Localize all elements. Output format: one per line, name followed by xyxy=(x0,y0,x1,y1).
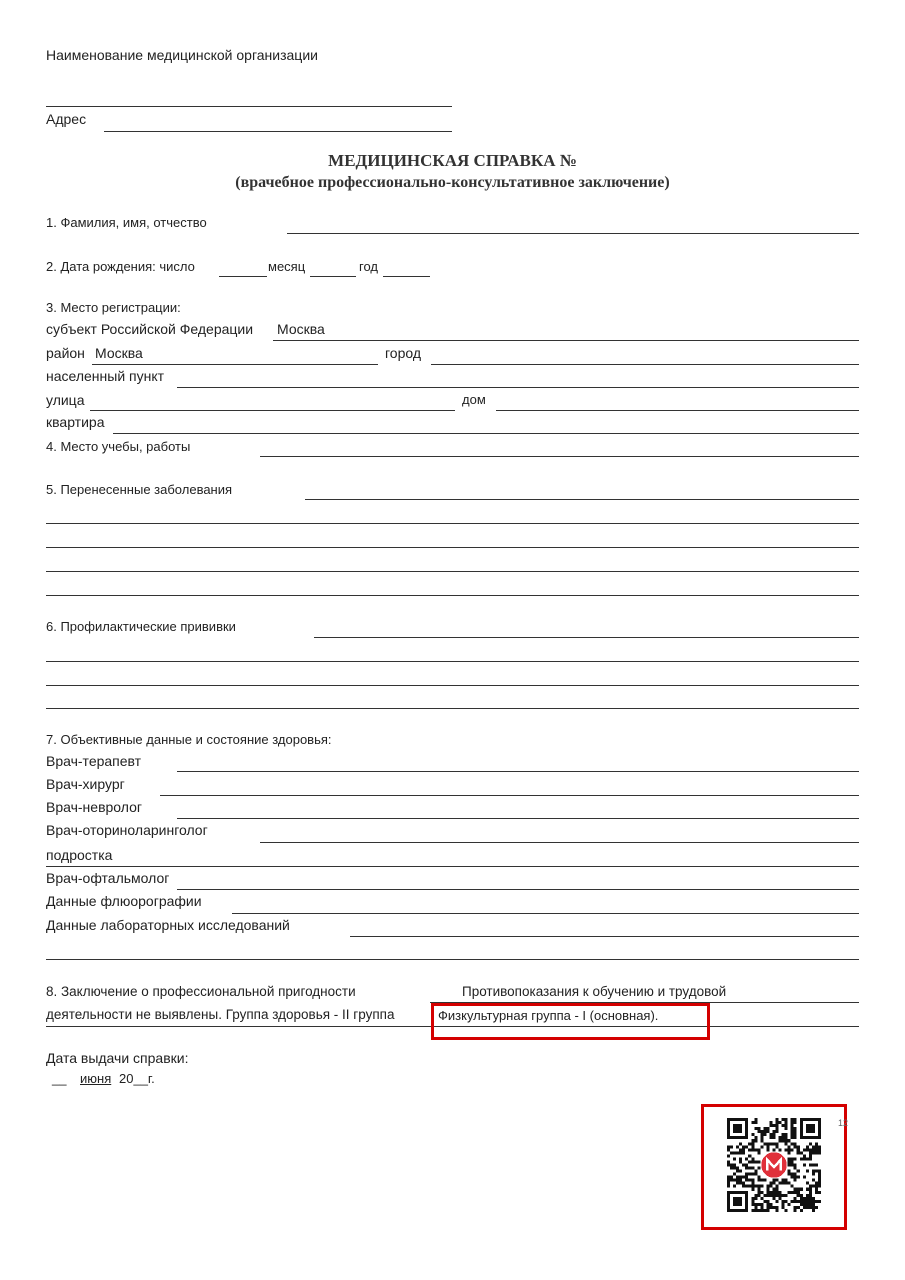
ophthalmologist-line xyxy=(177,889,859,890)
house-line xyxy=(496,410,859,411)
full-name-label: 1. Фамилия, имя, отчество xyxy=(46,215,207,230)
birth-year-label: год xyxy=(359,259,378,274)
vaccinations-line-1 xyxy=(314,637,859,638)
study-work-line xyxy=(260,456,859,457)
ent-label-teen: подростка xyxy=(46,847,113,863)
diseases-line-1 xyxy=(305,499,859,500)
ent-line-2 xyxy=(46,866,859,867)
ent-line xyxy=(260,842,859,843)
birth-month-label: месяц xyxy=(268,259,306,274)
city-label: город xyxy=(385,345,422,361)
neurologist-label: Врач-невролог xyxy=(46,799,142,815)
qr-mark: 12 xyxy=(838,1118,849,1128)
district-label: район xyxy=(46,345,85,361)
vaccinations-line-3 xyxy=(46,685,859,686)
neurologist-line xyxy=(177,818,859,819)
conclusion-label: 8. Заключение о профессиональной пригодности xyxy=(46,984,356,999)
subject-line xyxy=(273,340,859,341)
qr-code-icon[interactable] xyxy=(727,1118,821,1212)
health-group-text: деятельности не выявлены. Группа здоровья - II группа xyxy=(46,1007,395,1022)
apartment-line xyxy=(113,433,859,434)
lab-line xyxy=(350,936,859,937)
vaccinations-line-4 xyxy=(46,708,859,709)
diseases-label: 5. Перенесенные заболевания xyxy=(46,482,233,497)
diseases-line-4 xyxy=(46,571,859,572)
issue-year: 20__г. xyxy=(119,1071,155,1086)
ophthalmologist-label: Врач-офтальмолог xyxy=(46,870,170,886)
diseases-line-2 xyxy=(46,523,859,524)
physical-group-highlight xyxy=(431,1003,710,1040)
therapist-label: Врач-терапевт xyxy=(46,753,142,769)
lab-label: Данные лабораторных исследований xyxy=(46,917,290,933)
fluorography-line xyxy=(232,913,859,914)
address-line xyxy=(104,131,452,132)
issue-date-label: Дата выдачи справки: xyxy=(46,1050,189,1066)
document-title: МЕДИЦИНСКАЯ СПРАВКА № xyxy=(328,151,577,170)
document-subtitle: (врачебное профессионально-консультативное заключение) xyxy=(235,174,670,191)
heart-m-logo-icon xyxy=(761,1152,786,1177)
diseases-line-5 xyxy=(46,595,859,596)
district-value: Москва xyxy=(95,345,143,361)
birth-year-line xyxy=(383,276,430,277)
issue-day: __ xyxy=(52,1071,67,1086)
surgeon-label: Врач-хирург xyxy=(46,776,125,792)
vaccinations-line-2 xyxy=(46,661,859,662)
ent-label: Врач-оториноларинголог xyxy=(46,822,208,838)
address-label: Адрес xyxy=(46,111,87,127)
apartment-label: квартира xyxy=(46,414,105,430)
city-line xyxy=(431,364,859,365)
full-name-line xyxy=(287,233,859,234)
house-label: дом xyxy=(462,392,486,407)
org-name-label: Наименование медицинской организации xyxy=(46,47,318,63)
settlement-line xyxy=(177,387,859,388)
birth-month-line xyxy=(310,276,356,277)
org-name-line xyxy=(46,106,452,107)
issue-month: июня xyxy=(80,1071,112,1086)
surgeon-line xyxy=(160,795,859,796)
physical-group-text: Физкультурная группа - I (основная). xyxy=(438,1008,659,1023)
objective-data-label: 7. Объективные данные и состояние здоровья: xyxy=(46,732,332,747)
street-line xyxy=(90,410,455,411)
diseases-line-3 xyxy=(46,547,859,548)
vaccinations-label: 6. Профилактические прививки xyxy=(46,619,236,634)
registration-label: 3. Место регистрации: xyxy=(46,300,181,315)
birth-date-label: 2. Дата рождения: число xyxy=(46,259,195,274)
fluorography-label: Данные флюорографии xyxy=(46,893,202,909)
district-line xyxy=(92,364,378,365)
birth-day-line xyxy=(219,276,267,277)
contraindications-text: Противопоказания к обучению и трудовой xyxy=(462,984,727,999)
therapist-line xyxy=(177,771,859,772)
lab-line-2 xyxy=(46,959,859,960)
subject-value: Москва xyxy=(277,321,325,337)
street-label: улица xyxy=(46,392,85,408)
study-work-label: 4. Место учебы, работы xyxy=(46,439,191,454)
settlement-label: населенный пункт xyxy=(46,368,165,384)
subject-label: субъект Российской Федерации xyxy=(46,321,254,337)
